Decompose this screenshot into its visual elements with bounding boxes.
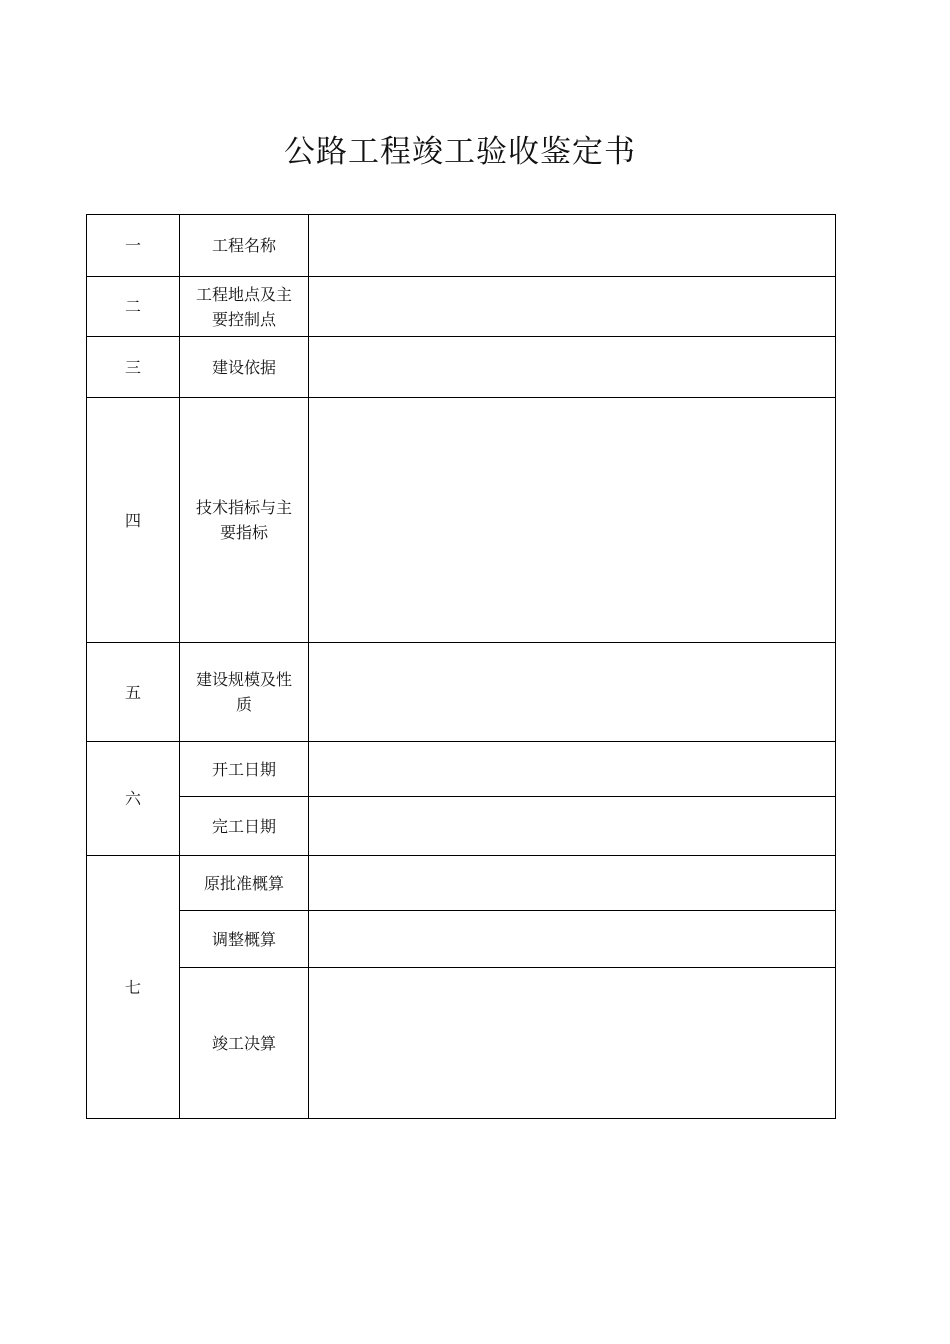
value-cell-final-accounts[interactable] xyxy=(309,968,836,1119)
value-cell-scale-nature[interactable] xyxy=(309,643,836,742)
row-number: 二 xyxy=(87,277,180,337)
row-label-technical-indicators: 技术指标与主要指标 xyxy=(180,398,309,643)
value-cell-location[interactable] xyxy=(309,277,836,337)
table-row xyxy=(87,742,836,797)
table-row xyxy=(87,215,836,277)
row-number: 七 xyxy=(87,856,180,1119)
value-cell-completion-date[interactable] xyxy=(309,797,836,856)
table-row xyxy=(87,797,836,856)
value-cell-construction-basis[interactable] xyxy=(309,337,836,398)
value-cell-start-date[interactable] xyxy=(309,742,836,797)
value-cell-technical-indicators[interactable] xyxy=(309,398,836,643)
table-row xyxy=(87,398,836,643)
table-row xyxy=(87,856,836,911)
row-number: 一 xyxy=(87,215,180,277)
value-cell-original-estimate[interactable] xyxy=(309,856,836,911)
value-cell-project-name[interactable] xyxy=(309,215,836,277)
table-row xyxy=(87,911,836,968)
row-number: 三 xyxy=(87,337,180,398)
value-cell-adjusted-estimate[interactable] xyxy=(309,911,836,968)
table-row xyxy=(87,277,836,337)
row-label-scale-nature: 建设规模及性质 xyxy=(180,643,309,742)
row-label-construction-basis: 建设依据 xyxy=(180,337,309,398)
row-label-completion-date: 完工日期 xyxy=(180,797,309,856)
document-title: 公路工程竣工验收鉴定书 xyxy=(284,134,636,170)
row-number: 五 xyxy=(87,643,180,742)
row-label-start-date: 开工日期 xyxy=(180,742,309,797)
row-label-original-estimate: 原批准概算 xyxy=(180,856,309,911)
row-label-final-accounts: 竣工决算 xyxy=(180,968,309,1119)
row-number: 四 xyxy=(87,398,180,643)
row-label-location: 工程地点及主要控制点 xyxy=(180,277,309,337)
table-row xyxy=(87,337,836,398)
row-label-project-name: 工程名称 xyxy=(180,215,309,277)
acceptance-form-table xyxy=(86,214,836,1119)
row-label-adjusted-estimate: 调整概算 xyxy=(180,911,309,968)
row-number: 六 xyxy=(87,742,180,856)
table-row xyxy=(87,643,836,742)
table-row xyxy=(87,968,836,1119)
